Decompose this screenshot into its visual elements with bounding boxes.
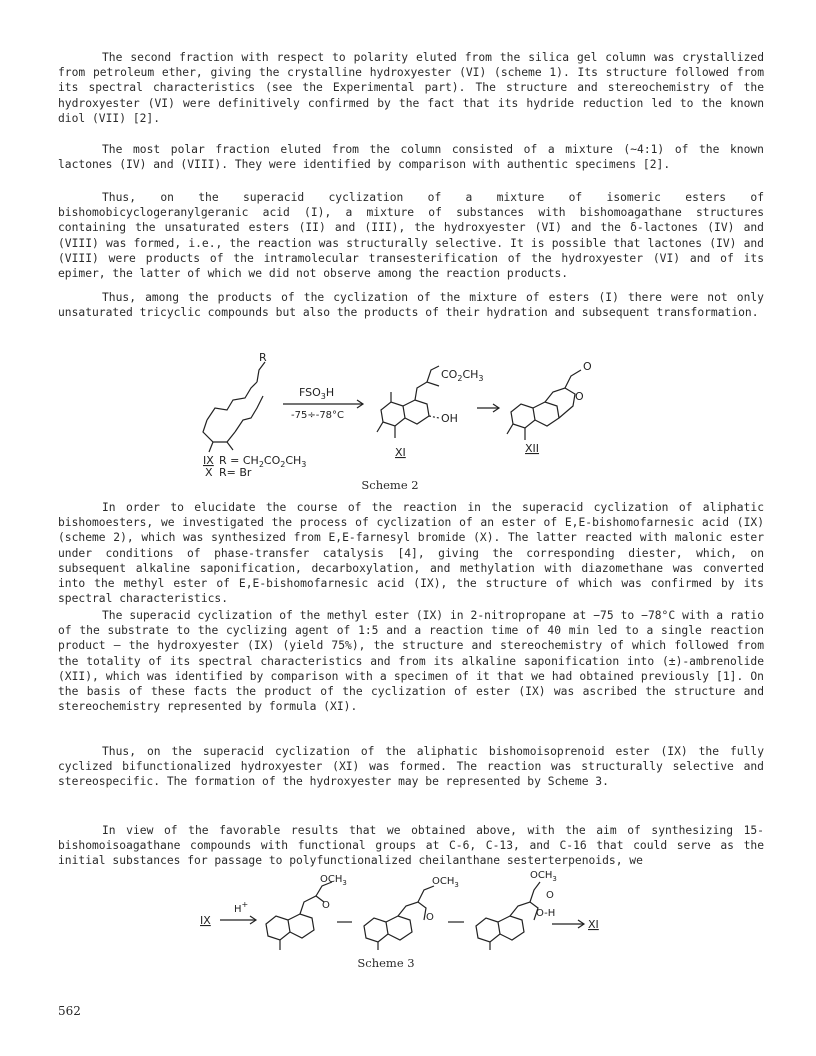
paragraph-4: Thus, among the products of the cyclization of the mixture of esters (I) there were not only unsaturated tricyclic compounds but also the products of their hydration and subsequent transformation. [58, 291, 764, 320]
oh-group: OH [441, 412, 458, 425]
label-ix: IX [203, 454, 214, 467]
scheme3-och3-3: $OCH_3$ [530, 870, 557, 883]
scheme-3-caption: Scheme 3 [357, 956, 415, 970]
paragraph-8: In view of the favorable results that we obtained above, with the aim of synthesizing 15-bishomoisoagathane compounds with functional groups at C-6, C-13, and C-16 that could serve as the initial substances for passage to polyfunctionalized cheilanthane sesterterpenoids, we [58, 824, 764, 868]
paragraph-1: The second fraction with respect to polarity eluted from the silica gel column was crystallized from petroleum ether, giving the crystalline hydroxyester (VI) (scheme 1). Its structure followed from its spectral characteristics (see the Experimental part). The structure and stereochemistry of the hydroxyester (VI) were definitively confirmed by the fact that its hydride reduction led to the known diol (VII) [2]. [58, 51, 764, 125]
paragraph-2: The most polar fraction eluted from the column consisted of a mixture (~4:1) of the known lactones (IV) and (VIII). They were identified by comparison with authentic specimens [2]. [58, 143, 764, 172]
page-number: 562 [58, 1004, 81, 1018]
scheme3-oh: O-H [536, 908, 556, 919]
scheme-2-figure [195, 352, 635, 477]
paragraph-6: The superacid cyclization of the methyl ester (IX) in 2-nitropropane at −75 to −78°C with a ratio of the substrate to the cyclizing agent of 1:5 and a reaction time of 40 min led to a single reaction product — the hydroxyester (IX) (yield 75%), the structure and stereochemistry of which followed from the totality of its spectral characteristics and from its alkaline saponification into (±)-ambrenolide (XII), which was identified by comparison with a specimen of it that we had obtained previously [1]. On the basis of these facts the product of the cyclization of ester (IX) was ascribed the structure and stereochemistry represented by formula (XI). [58, 609, 764, 714]
label-xii: XII [525, 442, 540, 455]
co2ch3-group: $CO_2CH_3$ [441, 368, 484, 383]
paragraph-3: Thus, on the superacid cyclization of a mixture of isomeric esters of bishomobicyclogeranylgeranic acid (I), a mixture of substances with bishomoagathane structures containing the unsaturated esters (II) and (III), the hydroxyester (VI) and the δ-lactones (IV) and (VIII) was formed, i.e., the reaction was structurally selective. It is possible that lactones (IV) and (VIII) were products of the intramolecular transesterification of the hydroxyester (VI) and of its epimer, the latter of which we did not observe among the reaction products. [58, 191, 764, 281]
conditions-text: -75÷-78°C [291, 410, 345, 421]
label-xi: XI [395, 446, 406, 459]
chain-bond [207, 382, 257, 420]
paragraph-7: Thus, on the superacid cyclization of the aliphatic bishomoisoprenoid ester (IX) the fully cyclized bifunctionalized hydroxyester (XI) was formed. The reaction was structurally selective and stereospecific. The formation of the hydroxyester may be represented by Scheme 3. [58, 745, 764, 789]
paragraph-5: In order to elucidate the course of the reaction in the superacid cyclization of aliphatic bishomoesters, we investigated the process of cyclization of an ester of E,E-bishomofarnesic acid (IX) (scheme 2), which was synthesized from E,E-farnesyl bromide (X). The latter reacted with malonic ester under conditions of phase-transfer catalysis [4], giving the corresponding diester, which, on subsequent alkaline saponification, decarboxylation, and methylation with diazomethane was converted into the methyl ester of E,E-bishomofarnesic acid (IX), the structure of which was confirmed by its spectral characteristics. [58, 501, 764, 606]
reagent-text: $FSO_3H$ [299, 386, 335, 401]
scheme3-o3: O [546, 890, 554, 901]
scheme3-och3-1: $OCH_3$ [320, 874, 347, 887]
lactone-carbonyl-o: O [583, 360, 592, 373]
scheme3-h-plus: H+ [234, 900, 249, 915]
lactone-ring-o: O [575, 390, 584, 403]
scheme3-start-label: IX [200, 914, 211, 927]
scheme-2-caption: Scheme 2 [361, 478, 419, 492]
scheme3-end-label: XI [588, 918, 599, 931]
scheme3-o2: O [426, 912, 434, 923]
label-x: X [205, 466, 213, 477]
scheme3-och3-2: $OCH_3$ [432, 876, 459, 889]
label-ix-formula: $R = CH_2CO_2CH_3$ [219, 454, 307, 469]
substituent-r: R [259, 352, 267, 364]
scheme-3-figure [200, 868, 600, 952]
label-x-formula: R= Br [219, 466, 252, 477]
scheme3-o1: O [322, 900, 330, 911]
